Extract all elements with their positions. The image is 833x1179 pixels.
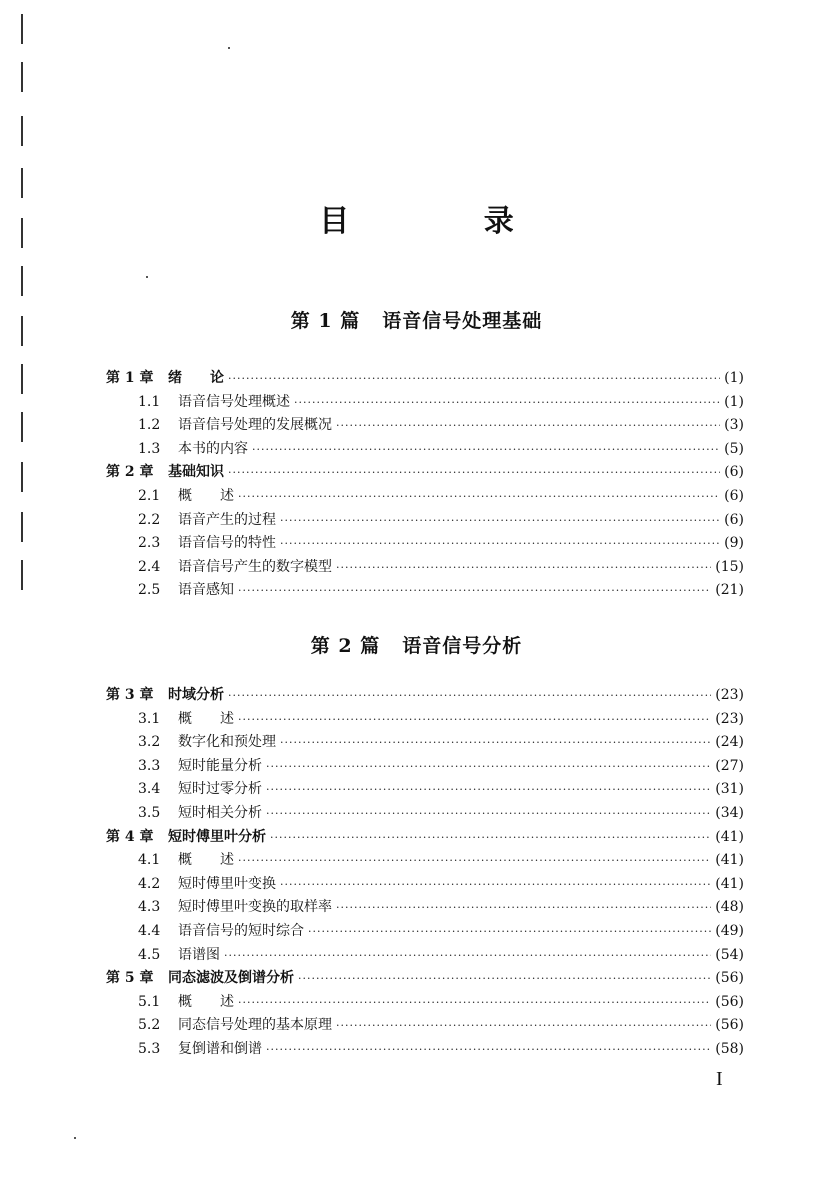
- entry-title: 语谱图: [178, 946, 220, 963]
- entry-page: (23): [715, 687, 744, 703]
- entry-page: (3): [724, 417, 744, 434]
- dot-leader: [266, 779, 711, 801]
- dot-leader: [238, 992, 711, 1014]
- entry-page: (6): [724, 464, 744, 481]
- dot-leader: [308, 921, 711, 943]
- dot-leader: [280, 510, 720, 532]
- entry-number: 4.5: [138, 946, 161, 963]
- entry-number: 4.1: [138, 852, 161, 869]
- dot-leader: [336, 897, 711, 919]
- part-heading-1: [0, 306, 833, 333]
- binding-edge-mark: [21, 116, 23, 146]
- entry-page: (41): [715, 852, 744, 869]
- entry-number: 4.4: [138, 923, 161, 939]
- entry-number: 2.1: [138, 488, 161, 504]
- entry-number: 第 1 章: [106, 370, 154, 386]
- entry-page: (24): [715, 734, 744, 751]
- scan-speck: [228, 47, 230, 49]
- part-name: 语音信号处理基础: [382, 310, 543, 332]
- entry-number: 1.3: [138, 440, 161, 457]
- toc-section-entry: [138, 509, 744, 531]
- dot-leader: [228, 462, 720, 484]
- toc-section-entry: [138, 438, 744, 460]
- entry-title: 时域分析: [168, 687, 224, 703]
- entry-number: 5.1: [138, 993, 161, 1010]
- page-number: I: [716, 1068, 723, 1090]
- part-label: 第 1 篇: [290, 310, 361, 332]
- toc-section-entry: [138, 579, 744, 601]
- entry-page: (56): [715, 993, 744, 1010]
- toc-section-entry: [138, 556, 744, 578]
- toc-section-entry: [138, 896, 744, 918]
- dot-leader: [298, 968, 711, 990]
- entry-number: 3.2: [138, 734, 161, 751]
- toc-chapter-entry: [106, 684, 744, 706]
- dot-leader: [238, 709, 711, 731]
- binding-edge-mark: [21, 168, 23, 198]
- entry-title: 复倒谱和倒谱: [178, 1041, 262, 1057]
- scan-speck: [74, 1137, 76, 1139]
- binding-edge-mark: [21, 560, 23, 590]
- page-title: 目 录: [319, 204, 576, 239]
- toc-section-entry: [138, 802, 744, 824]
- entry-title: 语音感知: [178, 582, 234, 599]
- entry-title: 绪 论: [168, 370, 224, 386]
- entry-number: 2.2: [138, 511, 161, 528]
- entry-number: 3.3: [138, 757, 161, 774]
- entry-page: (27): [715, 757, 744, 774]
- entry-page: (9): [724, 535, 744, 552]
- entry-title: 本书的内容: [178, 440, 248, 457]
- entry-title: 语音产生的过程: [178, 511, 276, 528]
- toc-section-entry: [138, 485, 744, 507]
- entry-number: 第 3 章: [106, 687, 154, 703]
- toc-section-entry: [138, 944, 744, 966]
- dot-leader: [336, 557, 711, 579]
- entry-page: (48): [715, 899, 744, 916]
- dot-leader: [238, 486, 720, 508]
- entry-page: (5): [724, 440, 744, 457]
- entry-number: 4.2: [138, 875, 161, 892]
- entry-title: 概 述: [178, 993, 234, 1010]
- part-name: 语音信号分析: [402, 635, 523, 657]
- entry-title: 概 述: [178, 488, 234, 504]
- entry-title: 基础知识: [168, 464, 224, 481]
- toc-chapter-entry: [106, 367, 744, 389]
- toc-chapter-entry: [106, 461, 744, 483]
- entry-number: 第 5 章: [106, 970, 154, 987]
- entry-title: 数字化和预处理: [178, 734, 276, 751]
- toc-section-entry: [138, 991, 744, 1013]
- toc-section-entry: [138, 708, 744, 730]
- dot-leader: [280, 533, 720, 555]
- entry-page: (15): [715, 558, 744, 575]
- entry-number: 3.1: [138, 710, 161, 727]
- entry-number: 2.5: [138, 582, 161, 599]
- entry-title: 概 述: [178, 710, 234, 727]
- toc-section-entry: [138, 920, 744, 942]
- dot-leader: [294, 392, 720, 414]
- toc-section-entry: [138, 1014, 744, 1036]
- dot-leader: [228, 685, 711, 707]
- entry-page: (1): [724, 370, 744, 386]
- scan-speck: [146, 276, 148, 278]
- entry-title: 短时能量分析: [178, 757, 262, 774]
- entry-page: (56): [715, 1017, 744, 1034]
- entry-title: 短时过零分析: [178, 781, 262, 798]
- entry-title: 短时傅里叶变换: [178, 875, 276, 892]
- toc-section-entry: [138, 414, 744, 436]
- entry-number: 3.5: [138, 805, 161, 821]
- entry-page: (6): [724, 511, 744, 528]
- toc-section-entry: [138, 849, 744, 871]
- dot-leader: [266, 803, 711, 825]
- entry-page: (41): [715, 828, 744, 845]
- dot-leader: [270, 827, 711, 849]
- entry-number: 1.1: [138, 393, 161, 410]
- entry-title: 短时傅里叶变换的取样率: [178, 899, 332, 916]
- entry-title: 语音信号的短时综合: [178, 923, 304, 939]
- dot-leader: [252, 439, 720, 461]
- entry-number: 1.2: [138, 417, 161, 434]
- dot-leader: [238, 850, 711, 872]
- entry-page: (1): [724, 393, 744, 410]
- entry-title: 同态信号处理的基本原理: [178, 1017, 332, 1034]
- entry-title: 语音信号处理概述: [178, 393, 290, 410]
- entry-page: (21): [715, 582, 744, 599]
- entry-number: 2.3: [138, 535, 161, 552]
- entry-number: 3.4: [138, 781, 161, 798]
- binding-edge-mark: [21, 364, 23, 394]
- entry-title: 语音信号的特性: [178, 535, 276, 552]
- entry-page: (31): [715, 781, 744, 798]
- entry-page: (49): [715, 923, 744, 939]
- entry-number: 4.3: [138, 899, 161, 916]
- entry-page: (58): [715, 1041, 744, 1057]
- toc-section-entry: [138, 755, 744, 777]
- binding-edge-mark: [21, 462, 23, 492]
- entry-page: (54): [715, 946, 744, 963]
- entry-title: 概 述: [178, 852, 234, 869]
- entry-page: (56): [715, 970, 744, 987]
- dot-leader: [280, 732, 711, 754]
- entry-title: 短时傅里叶分析: [168, 828, 266, 845]
- dot-leader: [266, 1039, 711, 1061]
- toc-chapter-entry: [106, 967, 744, 989]
- binding-edge-mark: [21, 412, 23, 442]
- binding-edge-mark: [21, 14, 23, 44]
- entry-number: 第 4 章: [106, 828, 154, 845]
- entry-number: 5.3: [138, 1041, 161, 1057]
- toc-section-entry: [138, 731, 744, 753]
- dot-leader: [228, 368, 720, 390]
- entry-title: 语音信号处理的发展概况: [178, 417, 332, 434]
- toc-section-entry: [138, 1038, 744, 1060]
- dot-leader: [224, 945, 711, 967]
- entry-title: 语音信号产生的数字模型: [178, 558, 332, 575]
- entry-page: (34): [715, 805, 744, 821]
- entry-number: 第 2 章: [106, 464, 154, 481]
- toc-section-entry: [138, 778, 744, 800]
- dot-leader: [238, 580, 711, 602]
- dot-leader: [280, 874, 711, 896]
- binding-edge-mark: [21, 62, 23, 92]
- binding-edge-mark: [21, 266, 23, 296]
- entry-page: (23): [715, 710, 744, 727]
- toc-section-entry: [138, 391, 744, 413]
- entry-title: 同态滤波及倒谱分析: [168, 970, 294, 987]
- entry-page: (6): [724, 488, 744, 504]
- toc-section-entry: [138, 532, 744, 554]
- toc-chapter-entry: [106, 826, 744, 848]
- part-label: 第 2 篇: [310, 635, 381, 657]
- toc-section-entry: [138, 873, 744, 895]
- dot-leader: [336, 415, 720, 437]
- part-heading-2: [0, 631, 833, 658]
- binding-edge-mark: [21, 512, 23, 542]
- entry-number: 5.2: [138, 1017, 161, 1034]
- entry-number: 2.4: [138, 558, 161, 575]
- entry-title: 短时相关分析: [178, 805, 262, 821]
- entry-page: (41): [715, 875, 744, 892]
- dot-leader: [266, 756, 711, 778]
- dot-leader: [336, 1015, 711, 1037]
